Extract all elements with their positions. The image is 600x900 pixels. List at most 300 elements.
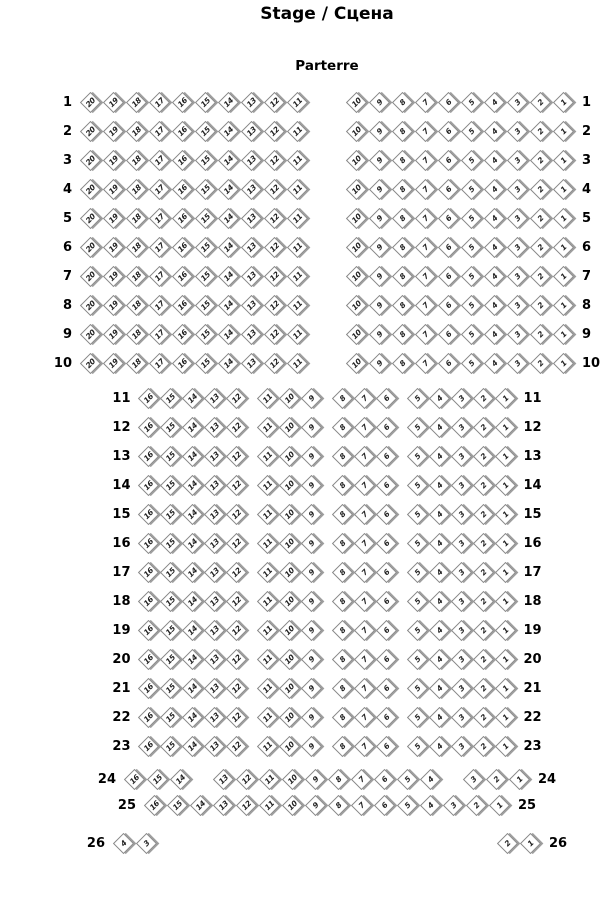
seat[interactable] [195,121,216,142]
seat[interactable] [355,504,375,525]
seat[interactable] [126,121,147,142]
seat[interactable] [438,179,459,200]
seat[interactable] [218,266,239,287]
seat[interactable] [103,92,124,113]
seat[interactable] [80,150,101,171]
seat[interactable] [136,833,157,854]
seat[interactable] [258,678,278,699]
seat[interactable] [530,295,551,316]
seat[interactable] [218,324,239,345]
seat[interactable] [80,324,101,345]
seat[interactable] [408,475,428,496]
seat[interactable] [241,324,262,345]
seat[interactable] [346,295,367,316]
seat[interactable] [80,121,101,142]
seat[interactable] [172,121,193,142]
seat[interactable] [392,324,413,345]
seat[interactable] [430,591,450,612]
seat[interactable] [183,475,203,496]
seat[interactable] [103,324,124,345]
seat[interactable] [408,388,428,409]
seat[interactable] [408,678,428,699]
seat[interactable] [415,150,436,171]
seat[interactable] [280,591,300,612]
seat[interactable] [474,707,494,728]
seat[interactable] [397,795,418,816]
seat[interactable] [369,295,390,316]
seat[interactable] [195,324,216,345]
seat[interactable] [530,121,551,142]
seat[interactable] [218,208,239,229]
seat[interactable] [553,353,574,374]
seat[interactable] [443,795,464,816]
seat[interactable] [507,324,528,345]
seat[interactable] [392,237,413,258]
seat[interactable] [190,795,211,816]
seat[interactable] [287,121,308,142]
seat[interactable] [355,533,375,554]
seat[interactable] [103,266,124,287]
seat[interactable] [126,353,147,374]
seat[interactable] [227,707,247,728]
seat[interactable] [369,324,390,345]
seat[interactable] [392,150,413,171]
seat[interactable] [302,446,322,467]
seat[interactable] [287,237,308,258]
seat[interactable] [369,150,390,171]
seat[interactable] [280,417,300,438]
seat[interactable] [346,179,367,200]
seat[interactable] [227,591,247,612]
seat[interactable] [113,833,134,854]
seat[interactable] [474,591,494,612]
seat[interactable] [205,678,225,699]
seat[interactable] [452,475,472,496]
seat[interactable] [461,208,482,229]
seat[interactable] [80,208,101,229]
seat[interactable] [264,237,285,258]
seat[interactable] [333,533,353,554]
seat[interactable] [553,179,574,200]
seat[interactable] [195,150,216,171]
seat[interactable] [280,649,300,670]
seat[interactable] [430,504,450,525]
seat[interactable] [205,562,225,583]
seat[interactable] [351,769,372,790]
seat[interactable] [496,707,516,728]
seat[interactable] [302,504,322,525]
seat[interactable] [302,649,322,670]
seat[interactable] [520,833,541,854]
seat[interactable] [280,562,300,583]
seat[interactable] [484,179,505,200]
seat[interactable] [355,620,375,641]
seat[interactable] [369,92,390,113]
seat[interactable] [241,295,262,316]
seat[interactable] [474,649,494,670]
seat[interactable] [287,266,308,287]
seat[interactable] [280,446,300,467]
seat[interactable] [218,295,239,316]
seat[interactable] [507,121,528,142]
seat[interactable] [139,504,159,525]
seat[interactable] [369,179,390,200]
seat[interactable] [452,649,472,670]
seat[interactable] [430,533,450,554]
seat[interactable] [377,533,397,554]
seat[interactable] [205,649,225,670]
seat[interactable] [287,150,308,171]
seat[interactable] [227,446,247,467]
seat[interactable] [80,353,101,374]
seat[interactable] [461,353,482,374]
seat[interactable] [415,179,436,200]
seat[interactable] [369,237,390,258]
seat[interactable] [415,353,436,374]
seat[interactable] [264,324,285,345]
seat[interactable] [287,179,308,200]
seat[interactable] [355,591,375,612]
seat[interactable] [530,208,551,229]
seat[interactable] [205,591,225,612]
seat[interactable] [103,208,124,229]
seat[interactable] [144,795,165,816]
seat[interactable] [484,353,505,374]
seat[interactable] [258,736,278,757]
seat[interactable] [484,266,505,287]
seat[interactable] [241,121,262,142]
seat[interactable] [149,237,170,258]
seat[interactable] [430,446,450,467]
seat[interactable] [553,208,574,229]
seat[interactable] [227,388,247,409]
seat[interactable] [461,237,482,258]
seat[interactable] [415,237,436,258]
seat[interactable] [474,504,494,525]
seat[interactable] [183,736,203,757]
seat[interactable] [497,833,518,854]
seat[interactable] [346,150,367,171]
seat[interactable] [227,504,247,525]
seat[interactable] [507,92,528,113]
seat[interactable] [392,92,413,113]
seat[interactable] [280,678,300,699]
seat[interactable] [461,150,482,171]
seat[interactable] [438,92,459,113]
seat[interactable] [484,121,505,142]
seat[interactable] [172,324,193,345]
seat[interactable] [282,769,303,790]
seat[interactable] [553,150,574,171]
seat[interactable] [195,266,216,287]
seat[interactable] [241,237,262,258]
seat[interactable] [183,533,203,554]
seat[interactable] [258,533,278,554]
seat[interactable] [484,295,505,316]
seat[interactable] [205,446,225,467]
seat[interactable] [183,620,203,641]
seat[interactable] [430,736,450,757]
seat[interactable] [126,92,147,113]
seat[interactable] [438,150,459,171]
seat[interactable] [172,208,193,229]
seat[interactable] [438,353,459,374]
seat[interactable] [280,388,300,409]
seat[interactable] [474,736,494,757]
seat[interactable] [80,266,101,287]
seat[interactable] [161,504,181,525]
seat[interactable] [408,591,428,612]
seat[interactable] [103,295,124,316]
seat[interactable] [287,324,308,345]
seat[interactable] [126,208,147,229]
seat[interactable] [369,353,390,374]
seat[interactable] [377,707,397,728]
seat[interactable] [259,795,280,816]
seat[interactable] [430,620,450,641]
seat[interactable] [496,620,516,641]
seat[interactable] [258,707,278,728]
seat[interactable] [183,707,203,728]
seat[interactable] [258,504,278,525]
seat[interactable] [172,150,193,171]
seat[interactable] [346,237,367,258]
seat[interactable] [496,533,516,554]
seat[interactable] [161,678,181,699]
seat[interactable] [355,446,375,467]
seat[interactable] [484,92,505,113]
seat[interactable] [170,769,191,790]
seat[interactable] [553,295,574,316]
seat[interactable] [553,324,574,345]
seat[interactable] [302,533,322,554]
seat[interactable] [139,678,159,699]
seat[interactable] [172,295,193,316]
seat[interactable] [205,388,225,409]
seat[interactable] [264,92,285,113]
seat[interactable] [139,475,159,496]
seat[interactable] [474,388,494,409]
seat[interactable] [264,295,285,316]
seat[interactable] [236,769,257,790]
seat[interactable] [147,769,168,790]
seat[interactable] [149,353,170,374]
seat[interactable] [227,620,247,641]
seat[interactable] [461,324,482,345]
seat[interactable] [195,92,216,113]
seat[interactable] [430,388,450,409]
seat[interactable] [124,769,145,790]
seat[interactable] [420,769,441,790]
seat[interactable] [452,562,472,583]
seat[interactable] [258,388,278,409]
seat[interactable] [161,649,181,670]
seat[interactable] [333,388,353,409]
seat[interactable] [530,266,551,287]
seat[interactable] [509,769,530,790]
seat[interactable] [355,649,375,670]
seat[interactable] [195,208,216,229]
seat[interactable] [139,620,159,641]
seat[interactable] [333,620,353,641]
seat[interactable] [496,649,516,670]
seat[interactable] [149,150,170,171]
seat[interactable] [126,150,147,171]
seat[interactable] [530,179,551,200]
seat[interactable] [507,237,528,258]
seat[interactable] [287,208,308,229]
seat[interactable] [161,736,181,757]
seat[interactable] [507,295,528,316]
seat[interactable] [474,620,494,641]
seat[interactable] [149,295,170,316]
seat[interactable] [195,237,216,258]
seat[interactable] [507,208,528,229]
seat[interactable] [328,769,349,790]
seat[interactable] [139,533,159,554]
seat[interactable] [452,388,472,409]
seat[interactable] [452,417,472,438]
seat[interactable] [507,150,528,171]
seat[interactable] [408,562,428,583]
seat[interactable] [302,678,322,699]
seat[interactable] [461,179,482,200]
seat[interactable] [392,179,413,200]
seat[interactable] [452,446,472,467]
seat[interactable] [218,179,239,200]
seat[interactable] [195,179,216,200]
seat[interactable] [227,678,247,699]
seat[interactable] [287,92,308,113]
seat[interactable] [438,208,459,229]
seat[interactable] [264,266,285,287]
seat[interactable] [103,121,124,142]
seat[interactable] [161,475,181,496]
seat[interactable] [392,266,413,287]
seat[interactable] [218,353,239,374]
seat[interactable] [374,795,395,816]
seat[interactable] [507,179,528,200]
seat[interactable] [452,504,472,525]
seat[interactable] [333,736,353,757]
seat[interactable] [474,678,494,699]
seat[interactable] [438,237,459,258]
seat[interactable] [484,237,505,258]
seat[interactable] [346,353,367,374]
seat[interactable] [530,324,551,345]
seat[interactable] [346,92,367,113]
seat[interactable] [302,707,322,728]
seat[interactable] [161,620,181,641]
seat[interactable] [377,736,397,757]
seat[interactable] [149,324,170,345]
seat[interactable] [333,591,353,612]
seat[interactable] [241,266,262,287]
seat[interactable] [126,324,147,345]
seat[interactable] [161,562,181,583]
seat[interactable] [452,678,472,699]
seat[interactable] [496,504,516,525]
seat[interactable] [139,649,159,670]
seat[interactable] [507,266,528,287]
seat[interactable] [236,795,257,816]
seat[interactable] [80,237,101,258]
seat[interactable] [496,562,516,583]
seat[interactable] [333,475,353,496]
seat[interactable] [452,707,472,728]
seat[interactable] [227,562,247,583]
seat[interactable] [408,707,428,728]
seat[interactable] [172,353,193,374]
seat[interactable] [302,562,322,583]
seat[interactable] [392,121,413,142]
seat[interactable] [355,388,375,409]
seat[interactable] [346,266,367,287]
seat[interactable] [377,475,397,496]
seat[interactable] [205,707,225,728]
seat[interactable] [241,208,262,229]
seat[interactable] [415,324,436,345]
seat[interactable] [264,179,285,200]
seat[interactable] [227,475,247,496]
seat[interactable] [126,179,147,200]
seat[interactable] [80,92,101,113]
seat[interactable] [474,475,494,496]
seat[interactable] [139,446,159,467]
seat[interactable] [346,208,367,229]
seat[interactable] [430,417,450,438]
seat[interactable] [530,92,551,113]
seat[interactable] [415,266,436,287]
seat[interactable] [377,446,397,467]
seat[interactable] [280,504,300,525]
seat[interactable] [392,208,413,229]
seat[interactable] [167,795,188,816]
seat[interactable] [280,475,300,496]
seat[interactable] [496,736,516,757]
seat[interactable] [333,707,353,728]
seat[interactable] [218,237,239,258]
seat[interactable] [103,179,124,200]
seat[interactable] [392,353,413,374]
seat[interactable] [161,533,181,554]
seat[interactable] [213,769,234,790]
seat[interactable] [346,121,367,142]
seat[interactable] [377,620,397,641]
seat[interactable] [369,208,390,229]
seat[interactable] [205,475,225,496]
seat[interactable] [461,92,482,113]
seat[interactable] [258,446,278,467]
seat[interactable] [461,266,482,287]
seat[interactable] [415,295,436,316]
seat[interactable] [489,795,510,816]
seat[interactable] [205,736,225,757]
seat[interactable] [408,533,428,554]
seat[interactable] [241,353,262,374]
seat[interactable] [126,237,147,258]
seat[interactable] [258,562,278,583]
seat[interactable] [377,591,397,612]
seat[interactable] [280,736,300,757]
seat[interactable] [333,562,353,583]
seat[interactable] [408,736,428,757]
seat[interactable] [452,591,472,612]
seat[interactable] [438,266,459,287]
seat[interactable] [374,769,395,790]
seat[interactable] [484,208,505,229]
seat[interactable] [139,562,159,583]
